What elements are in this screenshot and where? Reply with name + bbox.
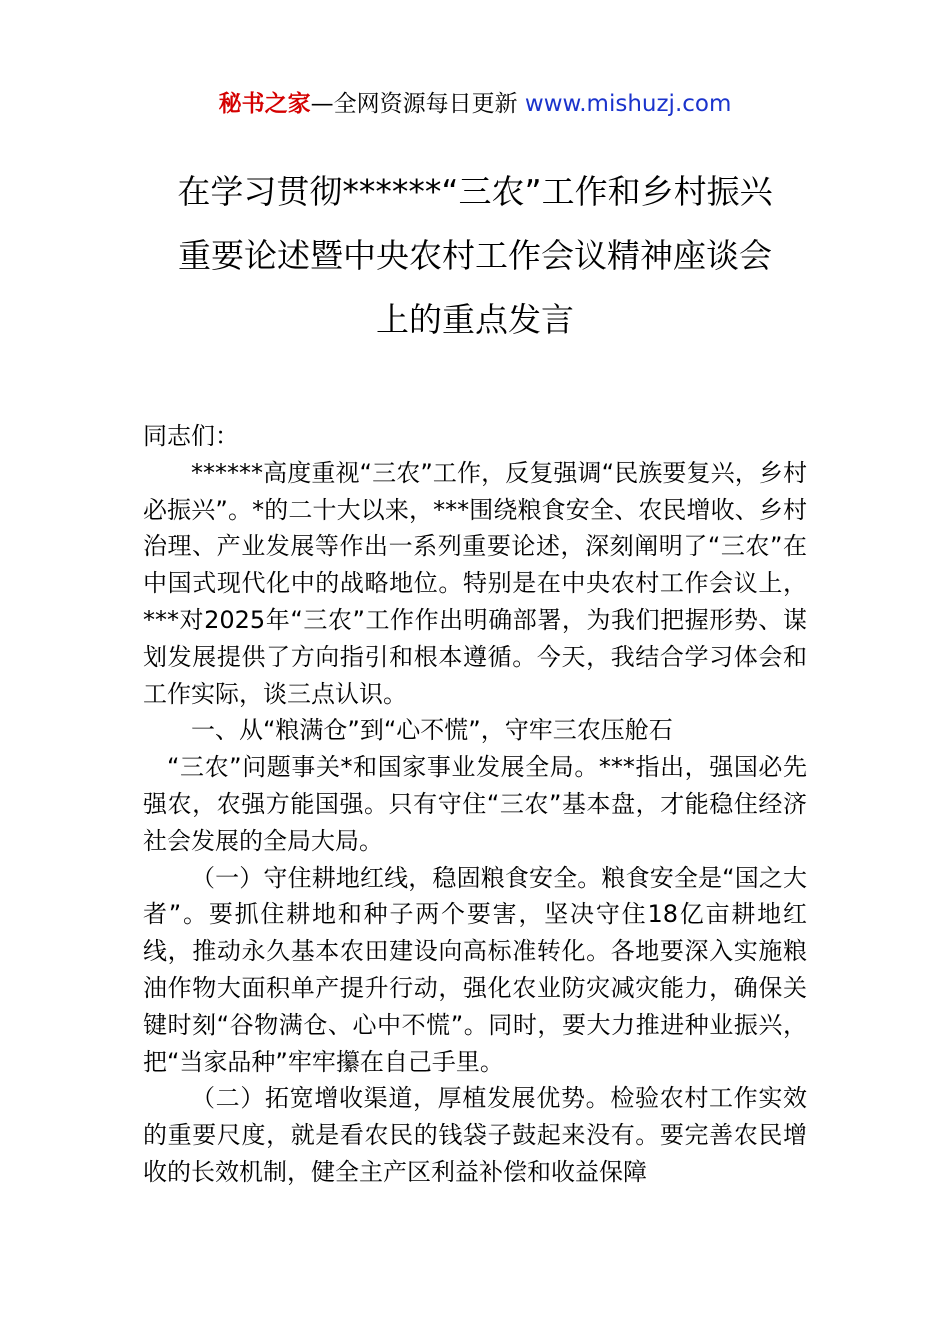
document-body: [143, 418, 807, 1191]
document-title: [100, 160, 850, 352]
site-tagline: —全网资源每日更新: [310, 91, 518, 117]
title-line: 在学习贯彻******“三农”工作和乡村振兴: [177, 172, 773, 211]
title-line: 重要论述暨中央农村工作会议精神座谈会: [178, 236, 772, 275]
site-url-link[interactable]: www.mishuzj.com: [524, 91, 732, 117]
title-line: 上的重点发言: [376, 300, 574, 339]
section-heading: 一、从“粮满仓”到“心不慌”，守牢三农压舱石: [191, 716, 673, 745]
greeting: 同志们：: [143, 422, 239, 450]
body-paragraph: （二）拓宽增收渠道，厚植发展优势。检验农村工作实效的重要尺度，就是看农民的钱袋子鼓起来没有。要完善农民增收的长效机制，健全主产区利益补偿和收益保障: [143, 1084, 807, 1186]
body-paragraph: （一）守住耕地红线，稳固粮食安全。粮食安全是“国之大者”。要抓住耕地和种子两个要害，坚决守住18亿亩耕地红线，推动永久基本农田建设向高标准转化。各地要深入实施粮油作物大面积单产提升行动，强化农业防灾减灾能力，确保关键时刻“谷物满仓、心中不慌”。同时，要大力推进种业振兴，把“当家品种”牢牢攥在自己手里。: [143, 863, 807, 1076]
site-header: [0, 86, 950, 122]
site-brand: 秘书之家: [218, 91, 311, 117]
body-paragraph: ******高度重视“三农”工作，反复强调“民族要复兴，乡村必振兴”。*的二十大以来，***围绕粮食安全、农民增收、乡村治理、产业发展等作出一系列重要论述，深刻阐明了“三农”在中国式现代化中的战略地位。特别是在中央农村工作会议上，***对2025年“三农”工作作出明确部署，为我们把握形势、谋划发展提供了方向指引和根本遵循。今天，我结合学习体会和工作实际，谈三点认识。: [143, 458, 807, 708]
body-paragraph: “三农”问题事关*和国家事业发展全局。***指出，强国必先强农，农强方能国强。只有守住“三农”基本盘，才能稳住经济社会发展的全局大局。: [143, 753, 807, 855]
